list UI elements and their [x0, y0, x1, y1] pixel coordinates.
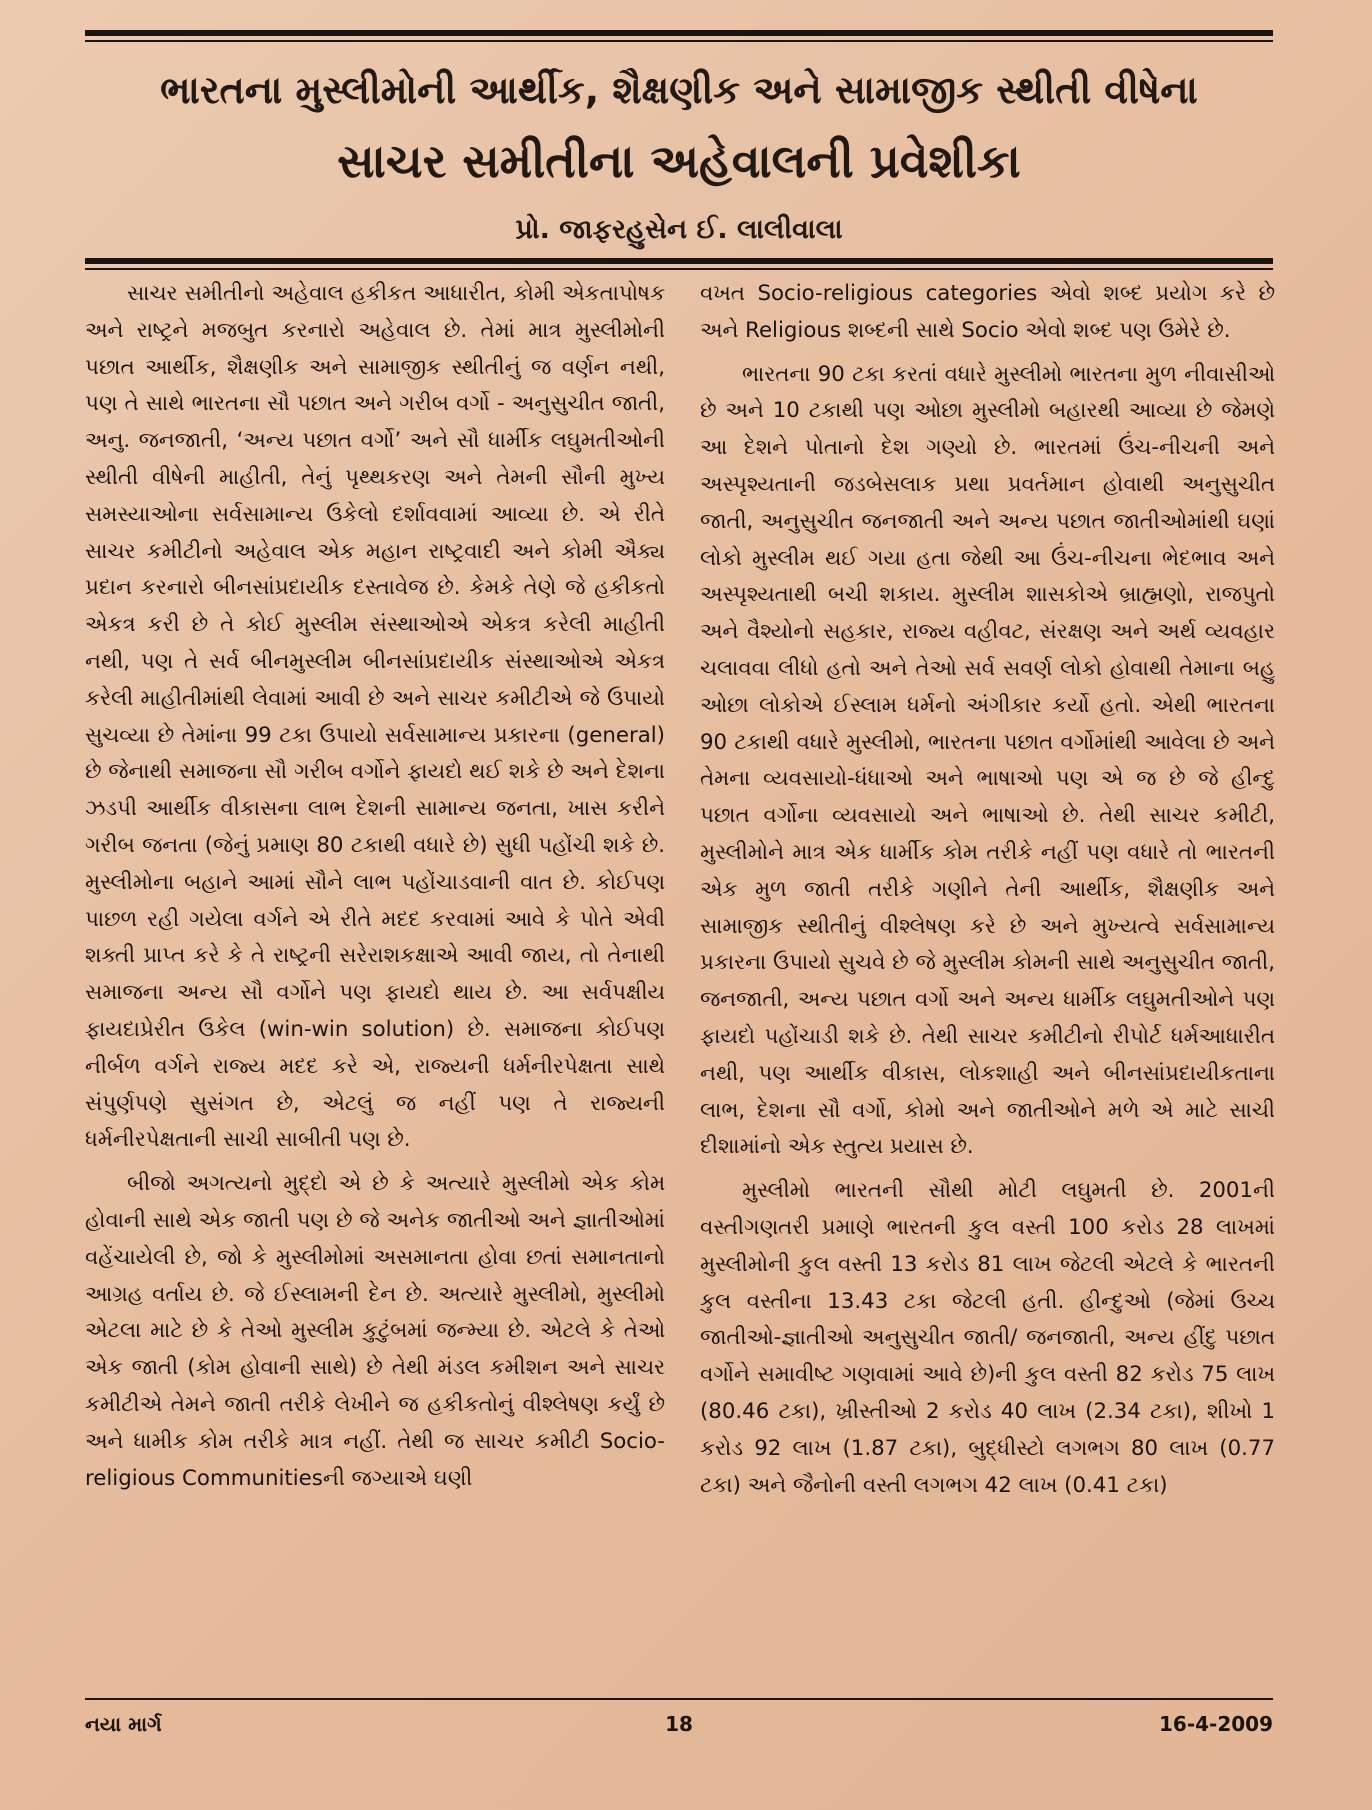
left-paragraph-2: બીજો અગત્યનો મુદ્દો એ છે કે અત્યારે મુસ્લીમો એક કોમ હોવાની સાથે એક જાતી પણ છે જે અનેક જાતીઓ અને જ્ઞાતીઓમાં વહેંચાયેલી છે, જો કે મુસ્લીમોમાં અસમાનતા હોવા છતાં સમાનતાનો આગ્રહ વર્તાય છે. જે ઈસ્લામની દેન છે. અત્યારે મુસ્લીમો, મુસ્લીમો એટલા માટે છે કે તેઓ મુસ્લીમ કુટુંબમાં જન્મ્યા છે. એટલે કે તેઓ એક જાતી (કોમ હોવાની સાથે) છે તેથી મંડલ કમીશન અને સાચર કમીટીએ તેમને જાતી તરીકે લેખીને જ હકીકતોનું વીશ્લેષણ કર્યું છે અને ધામીક કોમ તરીકે માત્ર નહીં. તેથી જ સાચર કમીટી Socio-religious Communitiesની જગ્યાએ ઘણી	[85, 1171, 665, 1491]
title-line-1: ભારતના મુસ્લીમોની આર્થીક, શૈક્ષણીક અને સામાજીક સ્થીતી વીષેના	[160, 68, 1198, 112]
publication-name: નયા માર્ગ	[85, 1712, 162, 1736]
right-column	[700, 276, 1275, 1681]
left-paragraph-1: સાચર સમીતીનો અહેવાલ હકીકત આધારીત, કોમી એકતાપોષક અને રાષ્ટ્રને મજબુત કરનારો અહેવાલ છે. તેમાં માત્ર મુસ્લીમોની પછાત આર્થીક, શૈક્ષણીક અને સામાજીક સ્થીતીનું જ વર્ણન નથી, પણ તે સાથે ભારતના સૌ પછાત અને ગરીબ વર્ગો - અનુસુચીત જાતી, અનુ. જનજાતી, ‘અન્ય પછાત વર્ગો’ અને સૌ ધાર્મીક લઘુમતીઓની સ્થીતી વીષેની માહીતી, તેનું પૃથ્થકરણ અને તેમની સૌની મુખ્ય સમસ્યાઓના સર્વસામાન્ય ઉકેલો દર્શાવવામાં આવ્યા છે. એ રીતે સાચર કમીટીનો અહેવાલ એક મહાન રાષ્ટ્રવાદી અને કોમી ઐક્ય પ્રદાન કરનારો બીનસાંપ્રદાયીક દસ્તાવેજ છે. કેમકે તેણે જે હકીકતો એકત્ર કરી છે તે કોઈ મુસ્લીમ સંસ્થાઓએ એકત્ર કરેલી માહીતી નથી, પણ તે સર્વ બીનમુસ્લીમ બીનસાંપ્રદાયીક સંસ્થાઓએ એકત્ર કરેલી માહીતીમાંથી લેવામાં આવી છે અને સાચર કમીટીએ જે ઉપાયો સુચવ્યા છે તેમાંના 99 ટકા ઉપાયો સર્વસામાન્ય પ્રકારના (general) છે જેનાથી સમાજના સૌ ગરીબ વર્ગોને ફાયદો થઈ શકે છે અને દેશના ઝડપી આર્થીક વીકાસના લાભ દેશની સામાન્ય જનતા, ખાસ કરીને ગરીબ જનતા (જેનું પ્રમાણ 80 ટકાથી વધારે છે) સુધી પહોંચી શકે છે. મુસ્લીમોના બહાને આમાં સૌને લાભ પહોંચાડવાની વાત છે. કોઈપણ પાછળ રહી ગયેલા વર્ગને એ રીતે મદદ કરવામાં આવે કે પોતે એવી શક્તી પ્રાપ્ત કરે કે તે રાષ્ટ્રની સરેરાશકક્ષાએ આવી જાય, તો તેનાથી સમાજના અન્ય સૌ વર્ગોને પણ ફાયદો થાય છે. આ સર્વપક્ષીય ફાયદાપ્રેરીત ઉકેલ (win-win solution) છે. સમાજના કોઈપણ નીર્બળ વર્ગને રાજ્ય મદદ કરે એ, રાજ્યની ધર્મનીરપેક્ષતા સાથે સંપુર્ણપણે સુસંગત છે, એટલું જ નહીં પણ તે રાજ્યની ધર્મનીરપેક્ષતાની સાચી સાબીતી પણ છે.	[85, 281, 665, 1153]
footer-rule	[85, 1698, 1273, 1700]
right-paragraph-2: ભારતના 90 ટકા કરતાં વધારે મુસ્લીમો ભારતના મુળ નીવાસીઓ છે અને 10 ટકાથી પણ ઓછા મુસ્લીમો બહારથી આવ્યા છે જેમણે આ દેશને પોતાનો દેશ ગણ્યો છે. ભારતમાં ઉંચ-નીચની અને અસ્પૃશ્યતાની જડબેસલાક પ્રથા પ્રવર્તમાન હોવાથી અનુસુચીત જાતી, અનુસુચીત જનજાતી અને અન્ય પછાત જાતીઓમાંથી ઘણાં લોકો મુસ્લીમ થઈ ગયા હતા જેથી આ ઉંચ-નીચના ભેદભાવ અને અસ્પૃશ્યતાથી બચી શકાય. મુસ્લીમ શાસકોએ બ્રાહ્મણો, રાજપુતો અને વૈશ્યોનો સહકાર, રાજ્ય વહીવટ, સંરક્ષણ અને અર્થ વ્યવહાર ચલાવવા લીધો હતો અને તેઓ સર્વ સવર્ણ લોકો હોવાથી તેમાના બહુ ઓછા લોકોએ ઈસ્લામ ધર્મનો અંગીકાર કર્યો હતો. એથી ભારતના 90 ટકાથી વધારે મુસ્લીમો, ભારતના પછાત વર્ગોમાંથી આવેલા છે અને તેમના વ્યવસાયો-ધંધાઓ અને ભાષાઓ પણ એ જ છે જે હીન્દુ પછાત વર્ગોના વ્યવસાયો અને ભાષાઓ છે. તેથી સાચર કમીટી, મુસ્લીમોને માત્ર એક ધાર્મીક કોમ તરીકે નહીં પણ વધારે તો ભારતની એક મુળ જાતી તરીકે ગણીને તેની આર્થીક, શૈક્ષણીક અને સામાજીક સ્થીતીનું વીશ્લેષણ કરે છે અને મુખ્યત્વે સર્વસામાન્ય પ્રકારના ઉપાયો સુચવે છે જે મુસ્લીમ કોમની સાથે અનુસુચીત જાતી, જનજાતી, અન્ય પછાત વર્ગો અને અન્ય ધાર્મીક લઘુમતીઓને પણ ફાયદો પહોંચાડી શકે છે. તેથી સાચર કમીટીનો રીપોર્ટ ધર્મઆધારીત નથી, પણ આર્થીક વીકાસ, લોકશાહી અને બીનસાંપ્રદાયીકતાના લાભ, દેશના સૌ વર્ગો, કોમો અને જાતીઓને મળે એ માટે સાચી દીશામાંનો એક સ્તુત્ય પ્રયાસ છે.	[700, 361, 1275, 1160]
left-column	[85, 276, 665, 1681]
right-paragraph-3: મુસ્લીમો ભારતની સૌથી મોટી લઘુમતી છે. 2001ની વસ્તીગણતરી પ્રમાણે ભારતની કુલ વસ્તી 100 કરોડ 28 લાખમાં મુસ્લીમોની કુલ વસ્તી 13 કરોડ 81 લાખ જેટલી એટલે કે ભારતની કુલ વસ્તીના 13.43 ટકા જેટલી હતી. હીન્દુઓ (જેમાં ઉચ્ચ જાતીઓ-જ્ઞાતીઓ અનુસુચીત જાતી/ જનજાતી, અન્ય હીંદુ પછાત વર્ગોને સમાવીષ્ટ ગણવામાં આવે છે)ની કુલ વસ્તી 82 કરોડ 75 લાખ (80.46 ટકા), ખ્રીસ્તીઓ 2 કરોડ 40 લાખ (2.34 ટકા), શીખો 1 કરોડ 92 લાખ (1.87 ટકા), બુદ્ધીસ્ટો લગભગ 80 લાખ (0.77 ટકા) અને જૈનોની વસ્તી લગભગ 42 લાખ (0.41 ટકા)	[700, 1178, 1275, 1498]
issue-date: 16-4-2009	[1158, 1712, 1273, 1736]
header-rule-thin	[85, 268, 1273, 270]
right-paragraph-1: વખત Socio-religious categories એવો શબ્દ પ્રયોગ કરે છે અને Religious શબ્દની સાથે Socio એવો શબ્દ પણ ઉમેરે છે.	[700, 281, 1275, 343]
author-byline: પ્રો. જાફરહુસેન ઈ. લાલીવાલા	[515, 214, 843, 245]
header-rule-thick	[85, 258, 1273, 264]
title-line-2: સાચર સમીતીના અહેવાલની પ્રવેશીકા	[337, 134, 1021, 188]
top-rule-thick	[85, 30, 1273, 36]
page-footer	[85, 1712, 1273, 1742]
page-number: 18	[665, 1712, 693, 1736]
top-rule-thin	[85, 40, 1273, 42]
